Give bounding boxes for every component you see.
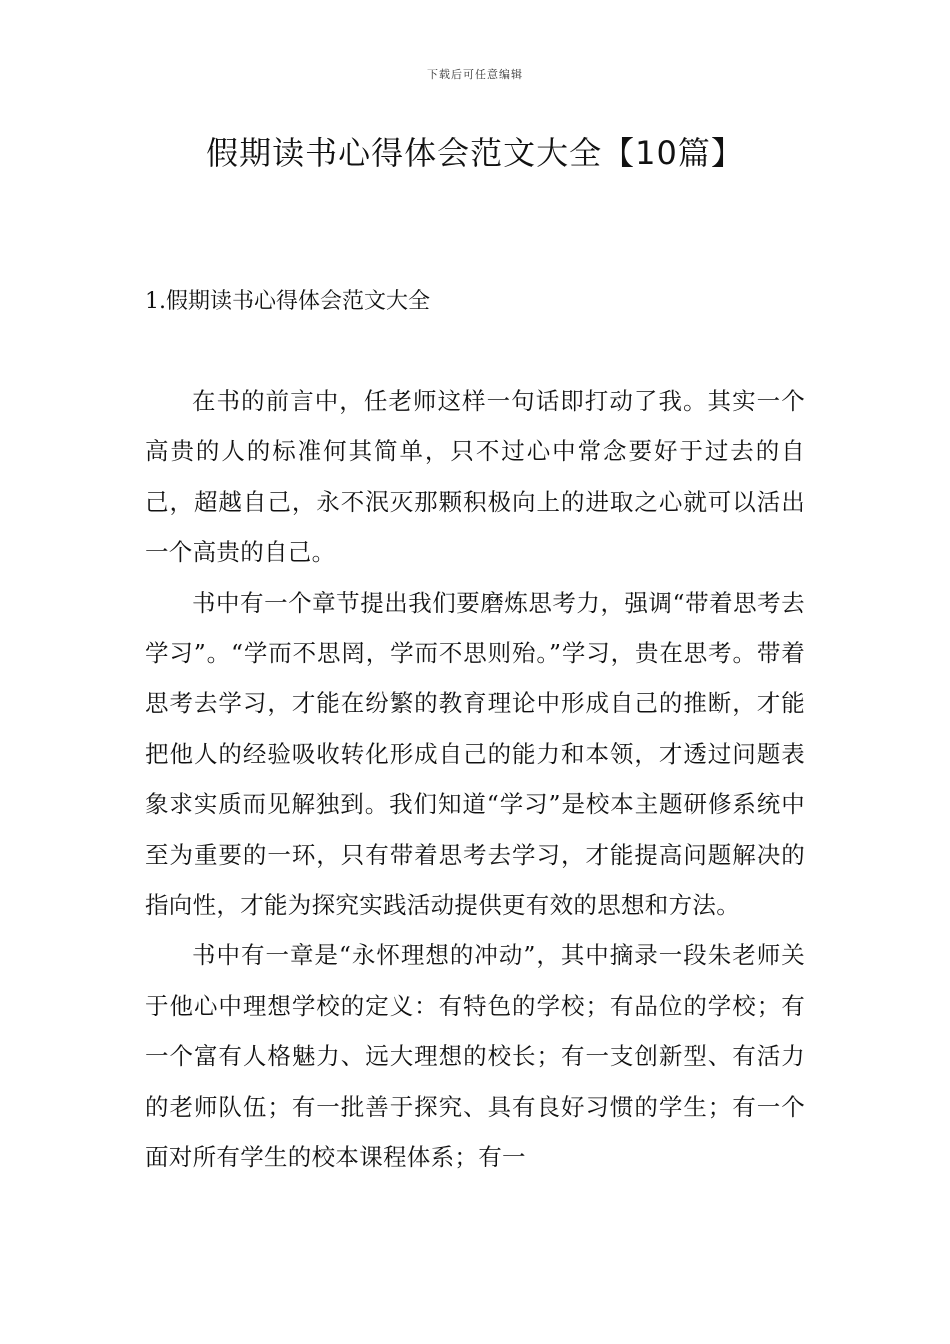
paragraph: 在书的前言中，任老师这样一句话即打动了我。其实一个高贵的人的标准何其简单，只不过心中常念要好于过去的自己，超越自己，永不泯灭那颗积极向上的进取之心就可以活出一个高贵的自己。 [145, 387, 805, 567]
body-text [145, 376, 805, 1183]
document-title: 假期读书心得体会范文大全【10篇】 [206, 134, 744, 172]
section-heading: 1.假期读书心得体会范文大全 [145, 289, 430, 314]
paragraph: 书中有一个章节提出我们要磨炼思考力，强调“带着思考去学习”。“学而不思罔，学而不思则殆。”学习，贵在思考。带着思考去学习，才能在纷繁的教育理论中形成自己的推断，才能把他人的经验吸收转化形成自己的能力和本领，才透过问题表象求实质而见解独到。我们知道“学习”是校本主题研修系统中至为重要的一环，只有带着思考去学习，才能提高问题解决的指向性，才能为探究实践活动提供更有效的思想和方法。 [145, 588, 805, 920]
header-note: 下载后可任意编辑 [427, 68, 523, 81]
paragraph: 书中有一章是“永怀理想的冲动”，其中摘录一段朱老师关于他心中理想学校的定义：有特色的学校；有品位的学校；有一个富有人格魅力、远大理想的校长；有一支创新型、有活力的老师队伍；有一批善于探究、具有良好习惯的学生；有一个面对所有学生的校本课程体系；有一 [145, 941, 805, 1172]
